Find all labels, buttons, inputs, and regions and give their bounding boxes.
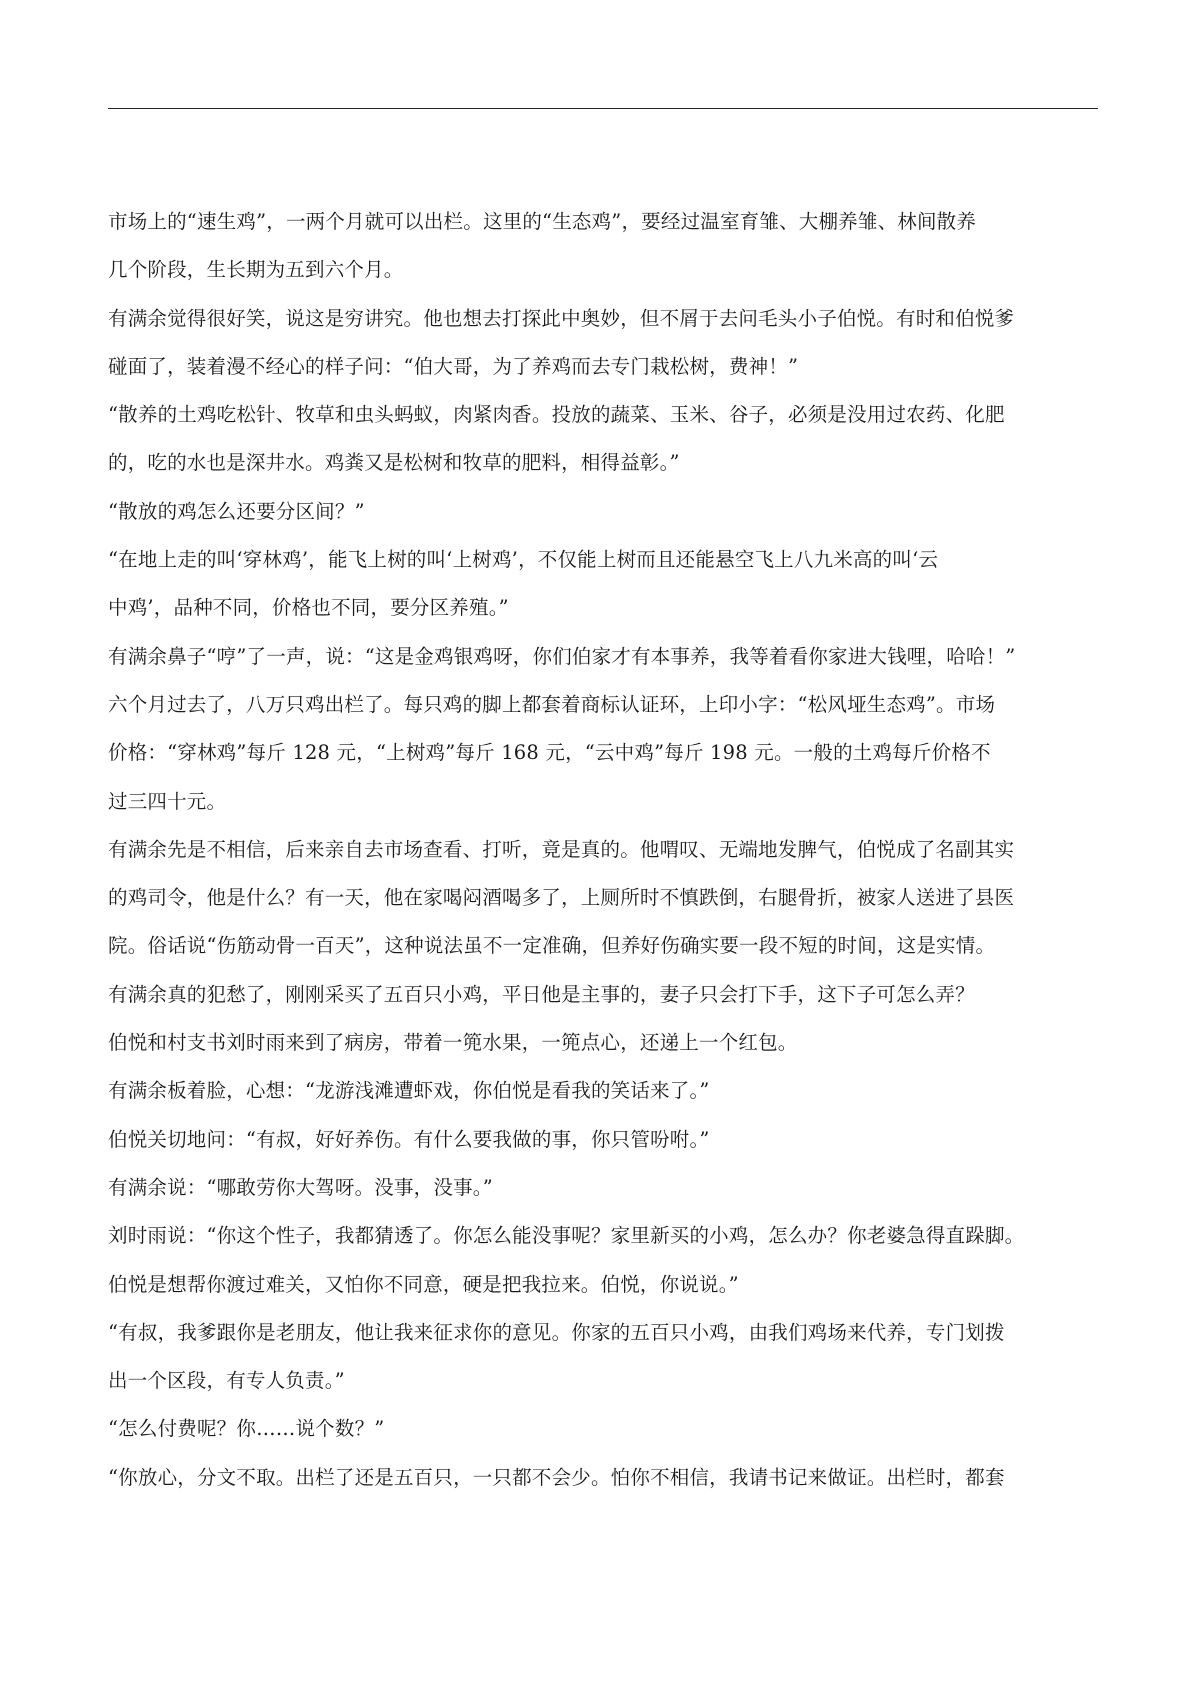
text-line: 价格：“穿林鸡”每斤 128 元，“上树鸡”每斤 168 元，“云中鸡”每斤 198 元。一般的土鸡每斤价格不 — [108, 741, 991, 765]
text-line: 有满余板着脸，心想：“龙游浅滩遭虾戏，你伯悦是看我的笑话来了。” — [108, 1079, 710, 1103]
text-line: 的鸡司令，他是什么？有一天，他在家喝闷酒喝多了，上厕所时不慎跌倒，右腿骨折，被家人送进了县医 — [108, 886, 1015, 910]
text-line: 的，吃的水也是深井水。鸡粪又是松树和牧草的肥料，相得益彰。” — [108, 451, 680, 475]
text-line: 有满余真的犯愁了，刚刚采买了五百只小鸡，平日他是主事的，妻子只会打下手，这下子可怎么弄？ — [108, 982, 975, 1006]
text-line: 六个月过去了，八万只鸡出栏了。每只鸡的脚上都套着商标认证环，上印小字：“松风垭生态鸡”。市场 — [108, 692, 996, 716]
text-line: “在地上走的叫‘穿林鸡’，能飞上树的叫‘上树鸡’，不仅能上树而且还能悬空飞上八九米高的叫‘云 — [108, 548, 939, 572]
text-line: 有满余说：“哪敢劳你大驾呀。没事，没事。” — [108, 1175, 493, 1199]
text-line: 伯悦关切地问：“有叔，好好养伤。有什么要我做的事，你只管吩咐。” — [108, 1127, 710, 1151]
text-line: 中鸡’，品种不同，价格也不同，要分区养殖。” — [108, 596, 509, 620]
text-line: 有满余先是不相信，后来亲自去市场查看、打听，竟是真的。他喟叹、无端地发脾气，伯悦成了名副其实 — [108, 837, 1015, 861]
text-line: “散放的鸡怎么还要分区间？” — [108, 499, 365, 523]
document-body — [108, 198, 1100, 1502]
text-line: 市场上的“速生鸡”，一两个月就可以出栏。这里的“生态鸡”，要经过温室育雏、大棚养雏、林间散养 — [108, 210, 977, 233]
text-line: 出一个区段，有专人负责。” — [108, 1369, 345, 1393]
text-line: 有满余鼻子“哼”了一声，说：“这是金鸡银鸡呀，你们伯家才有本事养，我等着看你家进大钱哩，哈哈！” — [108, 644, 1016, 668]
text-line: 伯悦是想帮你渡过难关，又怕你不同意，硬是把我拉来。伯悦，你说说。” — [108, 1272, 739, 1296]
text-line: “你放心，分文不取。出栏了还是五百只，一只都不会少。怕你不相信，我请书记来做证。出栏时，都套 — [108, 1465, 1005, 1489]
text-line: “散养的土鸡吃松针、牧草和虫头蚂蚁，肉紧肉香。投放的蔬菜、玉米、谷子，必须是没用过农药、化肥 — [108, 403, 1005, 427]
text-line: 刘时雨说：“你这个性子，我都猜透了。你怎么能没事呢？家里新买的小鸡，怎么办？你老婆急得直跺脚。 — [108, 1224, 1025, 1248]
text-line: “有叔，我爹跟你是老朋友，他让我来征求你的意见。你家的五百只小鸡，由我们鸡场来代养，专门划拨 — [108, 1320, 1005, 1344]
text-line: 伯悦和村支书刘时雨来到了病房，带着一篼水果，一篼点心，还递上一个红包。 — [108, 1031, 798, 1055]
text-line: 碰面了，装着漫不经心的样子问：“伯大哥，为了养鸡而去专门栽松树，费神！” — [108, 354, 799, 378]
text-line: 几个阶段，生长期为五到六个月。 — [108, 258, 404, 282]
text-line: 过三四十元。 — [108, 789, 227, 813]
header-rule — [108, 108, 1098, 109]
text-line: “怎么付费呢？你……说个数？” — [108, 1417, 385, 1441]
text-line: 有满余觉得很好笑，说这是穷讲究。他也想去打探此中奥妙，但不屑于去问毛头小子伯悦。有时和伯悦爹 — [108, 306, 1015, 330]
text-line: 院。俗话说“伤筋动骨一百天”，这种说法虽不一定准确，但养好伤确实要一段不短的时间，这是实情。 — [108, 934, 996, 958]
